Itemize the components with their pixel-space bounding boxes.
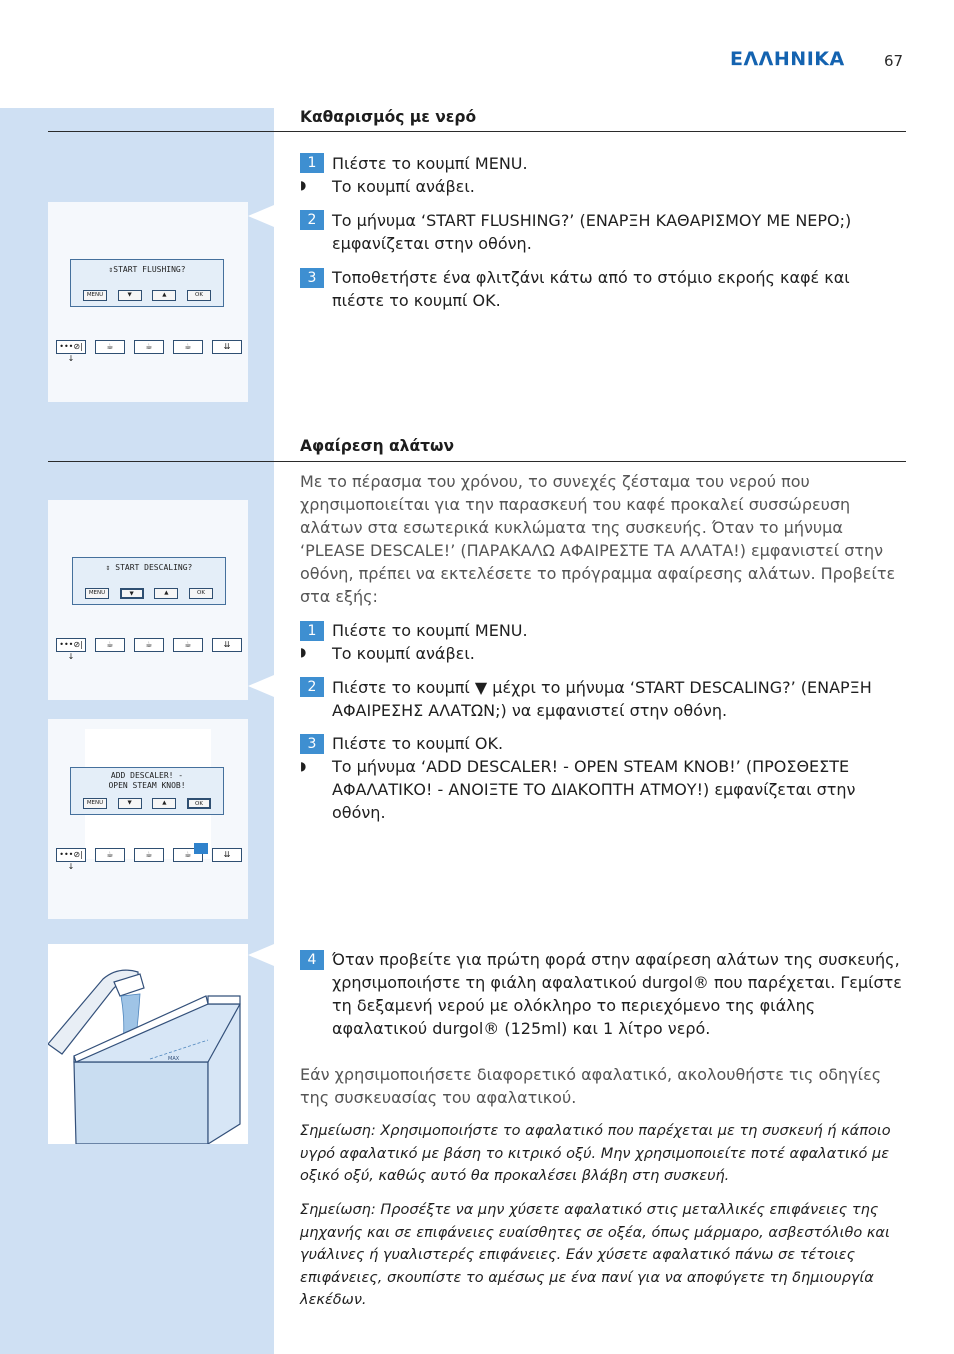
steam-icon: ⇊	[212, 848, 242, 862]
lcd-message-line2: OPEN STEAM KNOB!	[108, 781, 186, 790]
up-button: ▲	[152, 798, 176, 809]
step-text: Όταν προβείτε για πρώτη φορά στην αφαίρεση αλάτων της συσκευής, χρησιμοποιήστε τη φιάλη αφαλατικού durgol® που παρέχεται. Γεμίστε τη δεξαμενή νερού με ολόκληρο το περιεχόμενο της φιάλης αφαλατικού durgol® (125ml) και 1 λίτρο νερό.	[332, 950, 902, 1038]
medium-cup-icon: ☕	[134, 848, 164, 862]
menu-button: MENU	[85, 588, 109, 599]
lcd-display	[70, 767, 224, 815]
step-result: Το κουμπί ανάβει.	[332, 177, 475, 196]
step-text: Πιέστε το κουμπί MENU.	[332, 154, 528, 173]
control-panel-illustration-3	[48, 719, 248, 919]
step-text: Το μήνυμα ‘START FLUSHING?’ (ΕΝΑΡΞΗ ΚΑΘΑΡΙΣΜΟΥ ΜΕ ΝΕΡΟ;) εμφανίζεται στην οθόνη.	[332, 211, 852, 253]
step-badge: 4	[300, 950, 324, 970]
large-cup-icon: ☕	[173, 638, 203, 652]
drink-button-row	[56, 848, 242, 871]
down-button: ▼	[118, 798, 142, 809]
drink-button-row	[56, 340, 242, 363]
up-button: ▲	[154, 588, 178, 599]
step-text: Πιέστε το κουμπί OK.	[332, 734, 504, 753]
step-text: Πιέστε το κουμπί ▼ μέχρι το μήνυμα ‘START DESCALING?’ (ΕΝΑΡΞΗ ΑΦΑΙΡΕΣΗΣ ΑΛΑΤΩΝ;) να εμφανιστεί στην οθόνη.	[332, 678, 872, 720]
note-spill-warning: Σημείωση: Προσέξτε να μην χύσετε αφαλατικό στις μεταλλικές επιφάνειες της μηχανής και σε επιφάνειες ευαίσθητες σε οξέα, όπως μάρμαρο, ασβεστόλιθο και γυάλινες ή γυαλιστερές επιφάνειες. Εάν χύσετε αφαλατικό πάνω σε τέτοιες επιφάνειες, σκουπίστε το αμέσως με ένα πανί για να αποφύγετε τη δημιουργία λεκέδων.	[300, 1202, 890, 1308]
ok-button: OK	[189, 588, 213, 599]
water-tank-illustration	[48, 944, 248, 1144]
step-result: Το μήνυμα ‘ADD DESCALER! - OPEN STEAM KNOB!’ (ΠΡΟΣΘΕΣΤΕ ΑΦΑΛΑΤΙΚΟ! - ΑΝΟΙΞΤΕ ΤΟ ΔΙΑΚΟΠΤΗ ΑΤΜΟΥ!) εμφανίζεται στην οθόνη.	[332, 757, 856, 822]
max-label: MAX	[168, 1056, 180, 1062]
large-cup-icon: ☕	[173, 848, 203, 862]
down-button: ▼	[118, 290, 142, 301]
tank-drawing	[48, 944, 248, 1144]
lcd-message: ⇕START FLUSHING?	[108, 265, 186, 274]
step-badge: 3	[300, 734, 324, 754]
step-badge: 1	[300, 621, 324, 641]
lcd-display	[72, 557, 226, 605]
section-rule	[48, 131, 906, 132]
large-cup-icon: ☕	[173, 340, 203, 354]
ok-button: OK	[187, 798, 211, 809]
aroma-button: •••⊘|↓	[56, 848, 86, 862]
pointer-triangle	[248, 675, 274, 697]
steam-icon: ⇊	[212, 340, 242, 354]
step-badge: 3	[300, 268, 324, 288]
descaling-intro: Με το πέρασμα του χρόνου, το συνεχές ζέσταμα του νερού που χρησιμοποιείται για την παρασκευή του καφέ προκαλεί συσσώρευση αλάτων στα εσωτερικά κυκλώματα της συσκευής. Όταν το μήνυμα ‘PLEASE DESCALE!’ (ΠΑΡΑΚΑΛΩ ΑΦΑΙΡΕΣΤΕ ΤΑ ΑΛΑΤΑ!) εμφανιστεί στην οθόνη, πρέπει να εκτελέσετε το πρόγραμμα αφαίρεσης αλάτων. Προβείτε στα εξής:	[300, 472, 896, 606]
ok-button: OK	[187, 290, 211, 301]
aroma-button: •••⊘|↓	[56, 638, 86, 652]
menu-button: MENU	[83, 290, 107, 301]
section-heading-flushing: Καθαρισμός με νερό	[300, 108, 477, 126]
step-badge: 2	[300, 210, 324, 230]
bullet-icon: ◗	[300, 178, 307, 192]
control-panel-illustration-2	[48, 500, 248, 700]
aroma-button: •••⊘|↓	[56, 340, 86, 354]
page-number: 67	[884, 52, 904, 70]
small-cup-icon: ☕	[95, 638, 125, 652]
lcd-message: ⇕ START DESCALING?	[105, 563, 193, 572]
step-text: Πιέστε το κουμπί MENU.	[332, 621, 528, 640]
note-acid-type: Σημείωση: Χρησιμοποιήστε το αφαλατικό που παρέχεται με τη συσκευή ή κάποιο υγρό αφαλατικό με βάση το κιτρικό οξύ. Μην χρησιμοποιείτε ποτέ αφαλατικό με οξικό οξύ, καθώς αυτό θα προκαλέσει βλάβη στη συσκευή.	[300, 1123, 891, 1184]
alternative-descaler-text: Εάν χρησιμοποιήσετε διαφορετικό αφαλατικό, ακολουθήστε τις οδηγίες της συσκευασίας του αφαλατικού.	[300, 1065, 882, 1107]
bullet-icon: ◗	[300, 759, 307, 773]
menu-button: MENU	[83, 798, 107, 809]
step-result: Το κουμπί ανάβει.	[332, 644, 475, 663]
up-button: ▲	[152, 290, 176, 301]
step-badge: 2	[300, 677, 324, 697]
medium-cup-icon: ☕	[134, 340, 164, 354]
steam-icon: ⇊	[212, 638, 242, 652]
lcd-display	[70, 259, 224, 307]
lcd-message-line1: ADD DESCALER! -	[110, 771, 184, 780]
control-panel-illustration-1	[48, 202, 248, 402]
down-button: ▼	[120, 588, 144, 599]
indicator-light	[194, 843, 208, 854]
pointer-triangle	[248, 944, 274, 966]
section-heading-descaling: Αφαίρεση αλάτων	[300, 437, 455, 455]
medium-cup-icon: ☕	[134, 638, 164, 652]
section-rule	[48, 461, 906, 462]
bullet-icon: ◗	[300, 645, 307, 659]
step-badge: 1	[300, 153, 324, 173]
drink-button-row	[56, 638, 242, 661]
language-label: ΕΛΛΗΝΙΚΑ	[730, 48, 845, 70]
step-text: Τοποθετήστε ένα φλιτζάνι κάτω από το στόμιο εκροής καφέ και πιέστε το κουμπί OK.	[332, 268, 850, 310]
pointer-triangle	[248, 205, 274, 227]
small-cup-icon: ☕	[95, 848, 125, 862]
small-cup-icon: ☕	[95, 340, 125, 354]
